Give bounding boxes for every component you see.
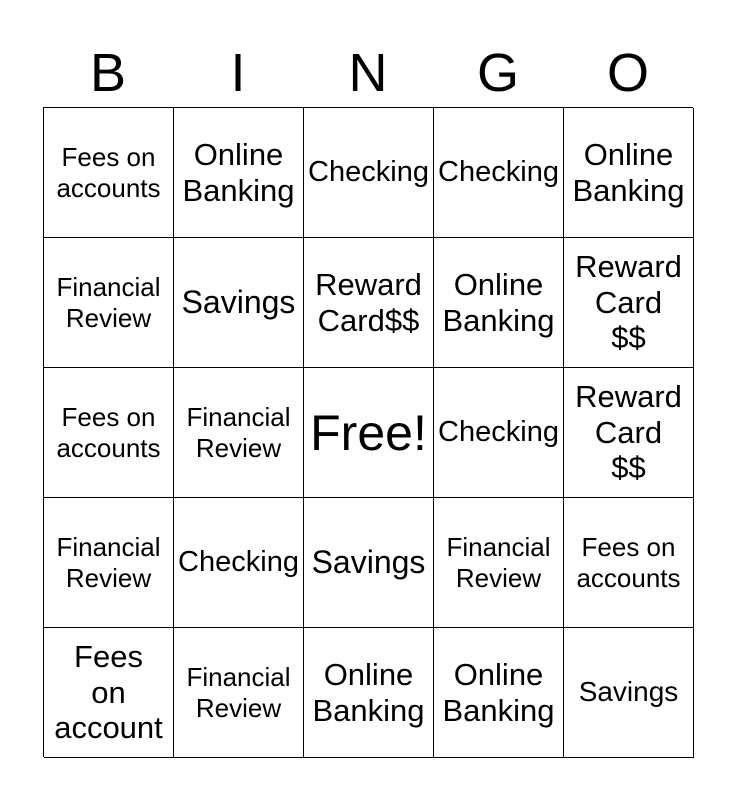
bingo-cell[interactable]	[434, 108, 564, 238]
bingo-cell[interactable]	[564, 108, 694, 238]
cell-text: Online Banking	[572, 136, 685, 208]
bingo-cell[interactable]	[174, 368, 304, 498]
bingo-cell[interactable]	[434, 368, 564, 498]
header-letter-i: I	[230, 43, 246, 103]
cell-text: Savings	[181, 283, 296, 320]
bingo-cell[interactable]	[174, 628, 304, 758]
cell-text: Savings	[578, 676, 679, 708]
bingo-cell[interactable]	[44, 238, 174, 368]
cell-text: Financial Review	[186, 662, 291, 723]
cell-text: Financial Review	[56, 532, 161, 593]
cell-text: Fees on accounts	[576, 532, 681, 593]
bingo-cell[interactable]	[564, 368, 694, 498]
bingo-cell[interactable]	[564, 498, 694, 628]
header-letter-n: N	[348, 43, 388, 103]
bingo-cell[interactable]	[44, 108, 174, 238]
header-letter-o: O	[606, 43, 649, 103]
cell-text: Financial Review	[446, 532, 551, 593]
free-space-text: Free!	[310, 404, 427, 461]
bingo-cell[interactable]	[564, 238, 694, 368]
cell-text: Reward Card$$	[315, 266, 422, 338]
bingo-cell[interactable]	[304, 628, 434, 758]
free-space-cell[interactable]	[304, 368, 434, 498]
bingo-cell[interactable]	[174, 498, 304, 628]
bingo-cell[interactable]	[174, 108, 304, 238]
bingo-cell[interactable]	[304, 498, 434, 628]
cell-text: Fees on accounts	[56, 402, 161, 463]
cell-text: Reward Card $$	[575, 378, 682, 486]
cell-text: Checking	[178, 545, 299, 578]
cell-text: Online Banking	[442, 266, 555, 338]
bingo-cell[interactable]	[44, 368, 174, 498]
cell-text: Financial Review	[56, 272, 161, 333]
bingo-cell[interactable]	[304, 108, 434, 238]
cell-text: Online Banking	[312, 656, 425, 728]
bingo-cell[interactable]	[44, 498, 174, 628]
bingo-header	[43, 38, 693, 108]
cell-text: Financial Review	[186, 402, 291, 463]
bingo-cell[interactable]	[434, 238, 564, 368]
bingo-cell[interactable]	[44, 628, 174, 758]
cell-text: Fees on accounts	[56, 142, 161, 203]
bingo-board	[43, 107, 693, 757]
bingo-cell[interactable]	[564, 628, 694, 758]
cell-text: Savings	[311, 543, 426, 580]
cell-text: Online Banking	[182, 136, 295, 208]
bingo-cell[interactable]	[434, 628, 564, 758]
header-letter-g: G	[476, 43, 519, 103]
bingo-cell[interactable]	[174, 238, 304, 368]
cell-text: Fees on account	[54, 638, 163, 746]
cell-text: Reward Card $$	[575, 248, 682, 356]
cell-text: Checking	[308, 155, 429, 188]
cell-text: Online Banking	[442, 656, 555, 728]
header-letter-b: B	[89, 43, 127, 103]
cell-text: Checking	[438, 415, 559, 448]
bingo-cell[interactable]	[434, 498, 564, 628]
cell-text: Checking	[438, 155, 559, 188]
bingo-cell[interactable]	[304, 238, 434, 368]
